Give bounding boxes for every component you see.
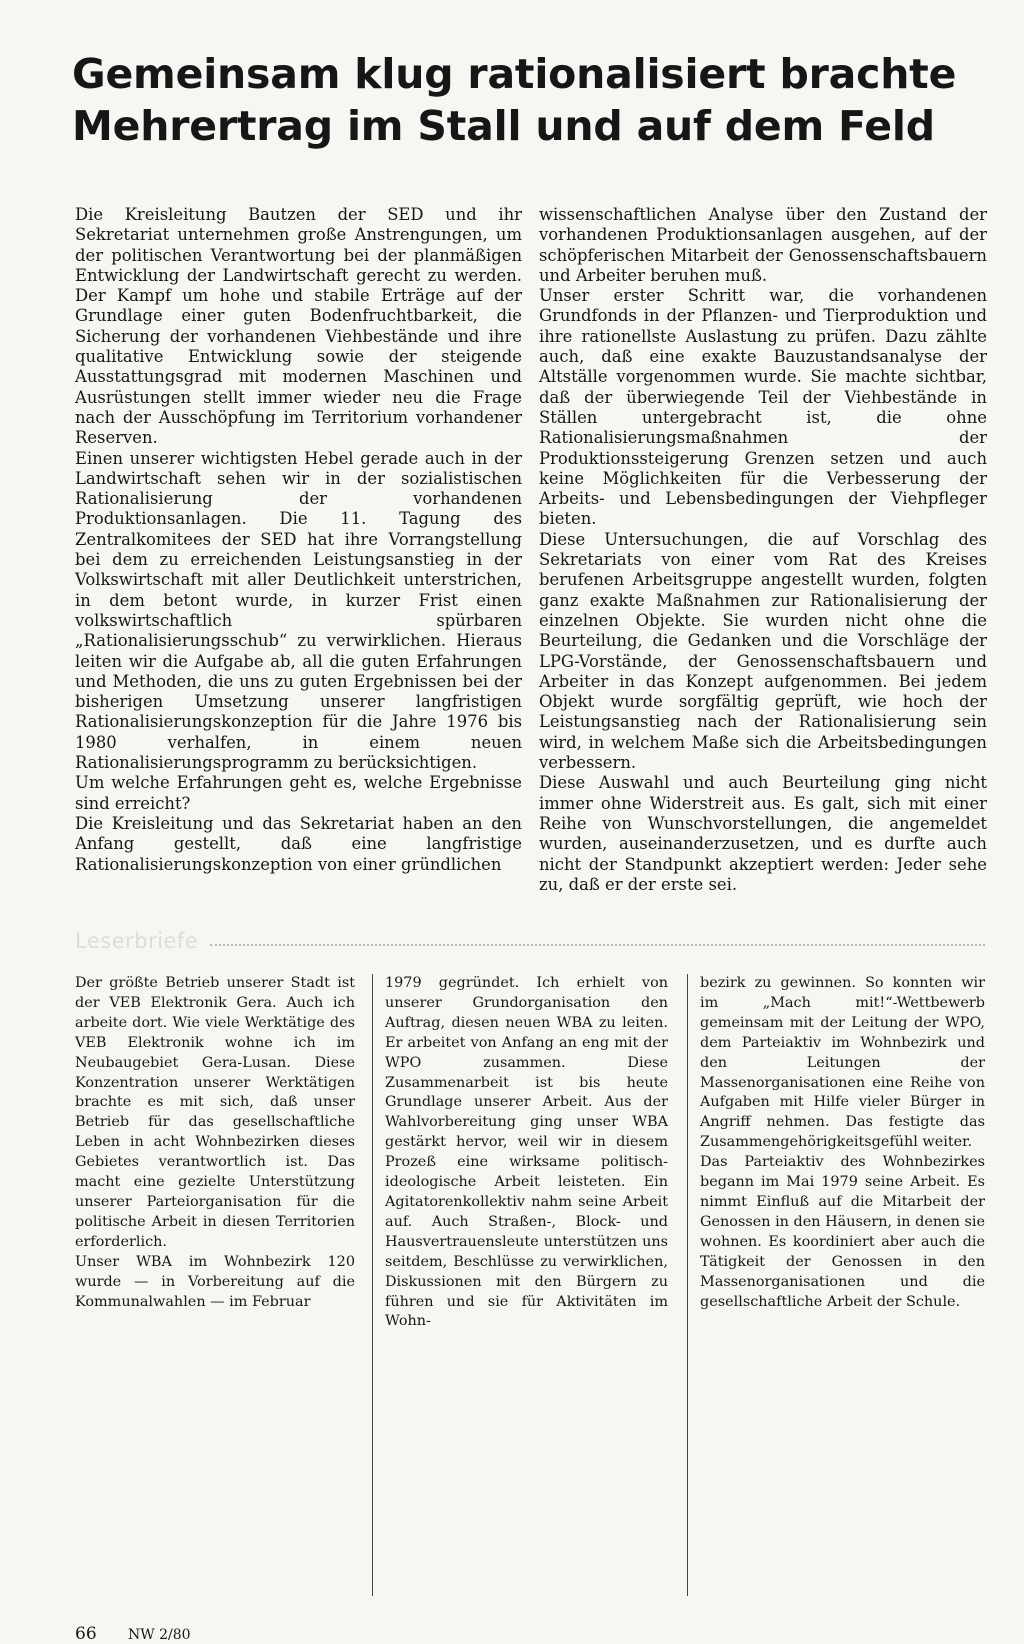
section-rubric bbox=[75, 926, 985, 956]
column-rule bbox=[687, 974, 688, 1596]
letter-column-1 bbox=[75, 974, 355, 1312]
page-number: 66 bbox=[75, 1624, 97, 1644]
headline-line-1: Gemeinsam klug rationalisiert brachte bbox=[72, 50, 957, 98]
page-footer bbox=[75, 1624, 191, 1644]
rubric-label: Leserbriefe bbox=[75, 929, 199, 953]
letter-paragraph: Der größte Betrieb unserer Stadt ist der VEB Elektronik Gera. Auch ich arbeite dort. Wie viele Werktätige des VEB Elektronik wohne ich im Neubaugebiet Gera-Lusan. Diese Konzentration unserer Werktätigen brachte es mit sich, daß unser Betrieb für das gesellschaftliche Leben in acht Wohnbezirken dieses Gebietes verantwortlich ist. Das macht eine gezielte Unterstützung unserer Parteiorganisation für die politische Arbeit in diesen Territorien erforderlich. bbox=[75, 975, 355, 1250]
letter-column-2 bbox=[385, 974, 668, 1332]
article-paragraph: Unser erster Schritt war, die vorhandenen Grundfonds in der Pflanzen- und Tierproduktion und ihre rationellste Auslastung zu prüfen. Dazu zählte auch, daß eine exakte Bauzustandsanalyse der Altställe vorgenommen wurde. Sie machte sichtbar, daß der überwiegende Teil der Viehbestände in Ställen untergebracht ist, die ohne Rationalisierungsmaßnahmen der Produktionssteigerung Grenzen setzen und auch keine Möglichkeiten für die Verbesserung der Arbeits- und Lebensbedingungen der Viehpfleger bieten. bbox=[539, 286, 987, 529]
article-paragraph: Die Kreisleitung und das Sekretariat haben an den Anfang gestellt, daß eine langfristige Rationalisierungskonzeption von einer gründlichen bbox=[75, 813, 522, 874]
letter-paragraph: 1979 gegründet. Ich erhielt von unserer Grundorganisation den Auftrag, diesen neuen WBA zu leiten. Er arbeitet von Anfang an eng mit der WPO zusammen. Diese Zusammenarbeit ist bis heute Grundlage unserer Arbeit. Aus der Wahlvorbereitung ging unser WBA gestärkt hervor, weil wir in diesem Prozeß eine wirksame politisch-ideologische Arbeit leisteten. Ein Agitatorenkollektiv nahm seine Arbeit auf. Auch Straßen-, Block- und Hausvertrauensleute unterstützen uns seitdem, Beschlüsse zu verwirklichen, Diskussionen mit den Bürgern zu führen und sie für Aktivitäten im Wohn- bbox=[385, 975, 668, 1330]
letter-paragraph: Unser WBA im Wohnbezirk 120 wurde — in Vorbereitung auf die Kommunalwahlen — im Februar bbox=[75, 1253, 355, 1310]
article-paragraph: Einen unserer wichtigsten Hebel gerade auch in der Landwirtschaft sehen wir in der sozialistischen Rationalisierung der vorhandenen Produktionsanlagen. Die 11. Tagung des Zentralkomitees der SED hat ihre Vorrangstellung bei dem zu erreichenden Leistungsanstieg in der Volkswirtschaft mit aller Deutlichkeit unterstrichen, in dem betont wurde, in kurzer Frist einen volkswirtschaftlich spürbaren „Rationalisierungsschub“ zu verwirklichen. Hieraus leiten wir die Aufgabe ab, all die guten Erfahrungen und Methoden, die uns zu guten Ergebnissen bei der bisherigen Umsetzung unserer langfristigen Rationalisierungskonzeption für die Jahre 1976 bis 1980 verhalfen, in einem neuen Rationalisierungsprogramm zu berücksichtigen. bbox=[75, 448, 522, 773]
letter-paragraph: Das Parteiaktiv des Wohnbezirkes begann im Mai 1979 seine Arbeit. Es nimmt Einfluß auf die Mitarbeit der Genossen in den Häusern, in denen sie wohnen. Es koordiniert aber auch die Tätigkeit der Genossen in den Massenorganisationen und die gesellschaftliche Arbeit der Schule. bbox=[700, 1154, 985, 1310]
article-paragraph: Um welche Erfahrungen geht es, welche Ergebnisse sind erreicht? bbox=[75, 773, 522, 813]
column-rule bbox=[372, 974, 373, 1596]
article-paragraph: Die Kreisleitung Bautzen der SED und ihr Sekretariat unternehmen große Anstrengungen, um der politischen Verantwortung bei der planmäßigen Entwicklung der Landwirtschaft gerecht zu werden. Der Kampf um hohe und stabile Erträge auf der Grundlage einer guten Bodenfruchtbarkeit, die Sicherung der vorhandenen Viehbestände und ihre qualitative Entwicklung sowie der steigende Ausstattungsgrad mit modernen Maschinen und Ausrüstungen stellt immer wieder neu die Frage nach der Ausschöpfung im Territorium vorhandener Reserven. bbox=[75, 205, 522, 448]
article-paragraph: Diese Auswahl und auch Beurteilung ging nicht immer ohne Widerstreit aus. Es galt, sich mit einer Reihe von Wunschvorstellungen, die angemeldet wurden, auseinanderzusetzen, und es durfte auch nicht der Standpunkt akzeptiert werden: Jeder sehe zu, daß er der erste sei. bbox=[539, 773, 987, 894]
headline bbox=[72, 48, 972, 152]
article-paragraph: Diese Untersuchungen, die auf Vorschlag des Sekretariats von einer vom Rat des Kreises berufenen Arbeitsgruppe angestellt wurden, folgten ganz exakte Maßnahmen zur Rationalisierung der einzelnen Objekte. Sie wurden nicht ohne die Beurteilung, die Gedanken und die Vorschläge der LPG-Vorstände, der Genossenschaftsbauern und Arbeiter in das Konzept aufgenommen. Bei jedem Objekt wurde sorgfältig geprüft, wie hoch der Leistungsanstieg nach der Rationalisierung sein wird, in welchem Maße sich die Arbeitsbedingungen verbessern. bbox=[539, 529, 987, 773]
letter-column-3 bbox=[700, 974, 985, 1312]
article-paragraph: wissenschaftlichen Analyse über den Zustand der vorhandenen Produktionsanlagen ausgehen, auf der schöpferischen Mitarbeit der Genossenschaftsbauern und Arbeiter beruhen muß. bbox=[539, 205, 987, 285]
rubric-divider bbox=[210, 944, 985, 946]
headline-line-2: Mehrertrag im Stall und auf dem Feld bbox=[72, 102, 935, 150]
article-column-left bbox=[75, 205, 522, 875]
article-column-right bbox=[539, 205, 987, 895]
issue-reference: NW 2/80 bbox=[128, 1627, 191, 1643]
letter-paragraph: bezirk zu gewinnen. So konnten wir im „Mach mit!“-Wettbewerb gemeinsam mit der Leitung der WPO, dem Parteiaktiv im Wohnbezirk und den Leitungen der Massenorganisationen eine Reihe von Aufgaben mit Hilfe vieler Bürger in Angriff nehmen. Das festigte das Zusammengehörigkeitsgefühl weiter. bbox=[700, 975, 985, 1151]
